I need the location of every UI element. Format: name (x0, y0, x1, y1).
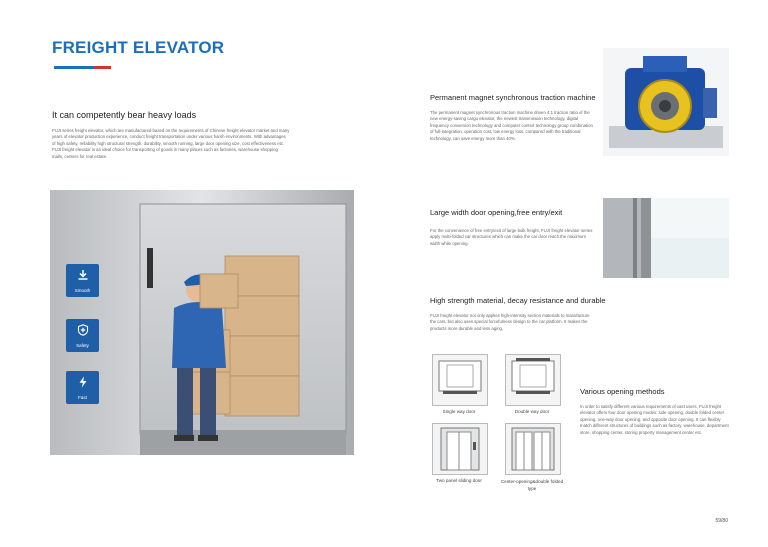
label-center-opening-double-folded: Center-opening&double folded type (500, 479, 564, 491)
door-opening-photo (603, 198, 729, 278)
door-paragraph: For the convenience of free entry/exit of large bulk freight, FUJI freight elevator series apply multi-folded car structures which can make the car door reach the maximum width while opening. (430, 228, 593, 246)
feature-fast (66, 371, 99, 404)
material-paragraph: FUJI freight elevator not only applies high-intensity section materials to manufacture the cars, but also uses special forcefulness design to the car platform. It makes the products more durable and less aging. (430, 313, 590, 331)
label-single-way-door: Single way door (442, 409, 476, 414)
feature-label: Fast (78, 395, 87, 400)
title-underline (54, 66, 111, 69)
traction-machine-photo (603, 48, 729, 156)
opening-paragraph: In order to satisfy different various requirements of vast users, FUJI freight elevator offers four door opening modes: side opening, double folded center opening, one-way door opening, and opposite door opening. It can flexibly match different structures of buildings such as factory, warehouse, department store, shopping center, storing property management center etc. (580, 404, 729, 435)
feature-smooth (66, 264, 99, 297)
label-two-panel-sliding-door: Two panel sliding door (436, 478, 482, 483)
intro-heading: It can competently bear heavy loads (52, 110, 197, 120)
material-heading: High strength material, decay resistance and durable (430, 296, 606, 305)
diagram-center-opening-double-folded (505, 423, 561, 475)
page-title: FREIGHT ELEVATOR (52, 38, 225, 57)
diagram-double-way-door (505, 354, 561, 406)
feature-label: Safety (76, 343, 89, 348)
intro-paragraph: FUJI series freight elevator, which are manufactured based on the requirements of Chinese freight elevator market and many years of elevator production experience, conduct freight transportation under various harsh environments. With advantages of high safety, reliability high structural strength, durability, smooth running, large door opening size, cost effectiveness etc. FUJI freight elevator is an ideal choice for transporting of goods in many places such as factories, warehouse shopping malls, centers for real estate. (52, 128, 290, 159)
diagram-single-way-door (432, 354, 488, 406)
diagram-two-panel-sliding-door (432, 423, 488, 475)
feature-label: Smooth (74, 288, 91, 293)
door-heading: Large width door opening,free entry/exit (430, 208, 563, 217)
download-icon (77, 268, 89, 286)
traction-paragraph: The permanent magnet synchronous traction machine driven 4:1 traction ratio of the new energy-saving cargo elevator, the newest transmission technology, digital frequency conversion technology and computer control technology group combination of full-integration, operation cost, low energy loss, compared with the traditional technology, can save energy more than 40%. (430, 110, 593, 141)
plus-shield-icon (77, 323, 89, 341)
feature-safety (66, 319, 99, 352)
traction-heading: Permanent magnet synchronous traction machine (430, 93, 596, 102)
label-double-way-door: Double way door (514, 409, 550, 414)
opening-heading: Various opening methods (580, 387, 665, 396)
lightning-icon (77, 375, 89, 393)
page-number: 59/80 (715, 518, 728, 524)
